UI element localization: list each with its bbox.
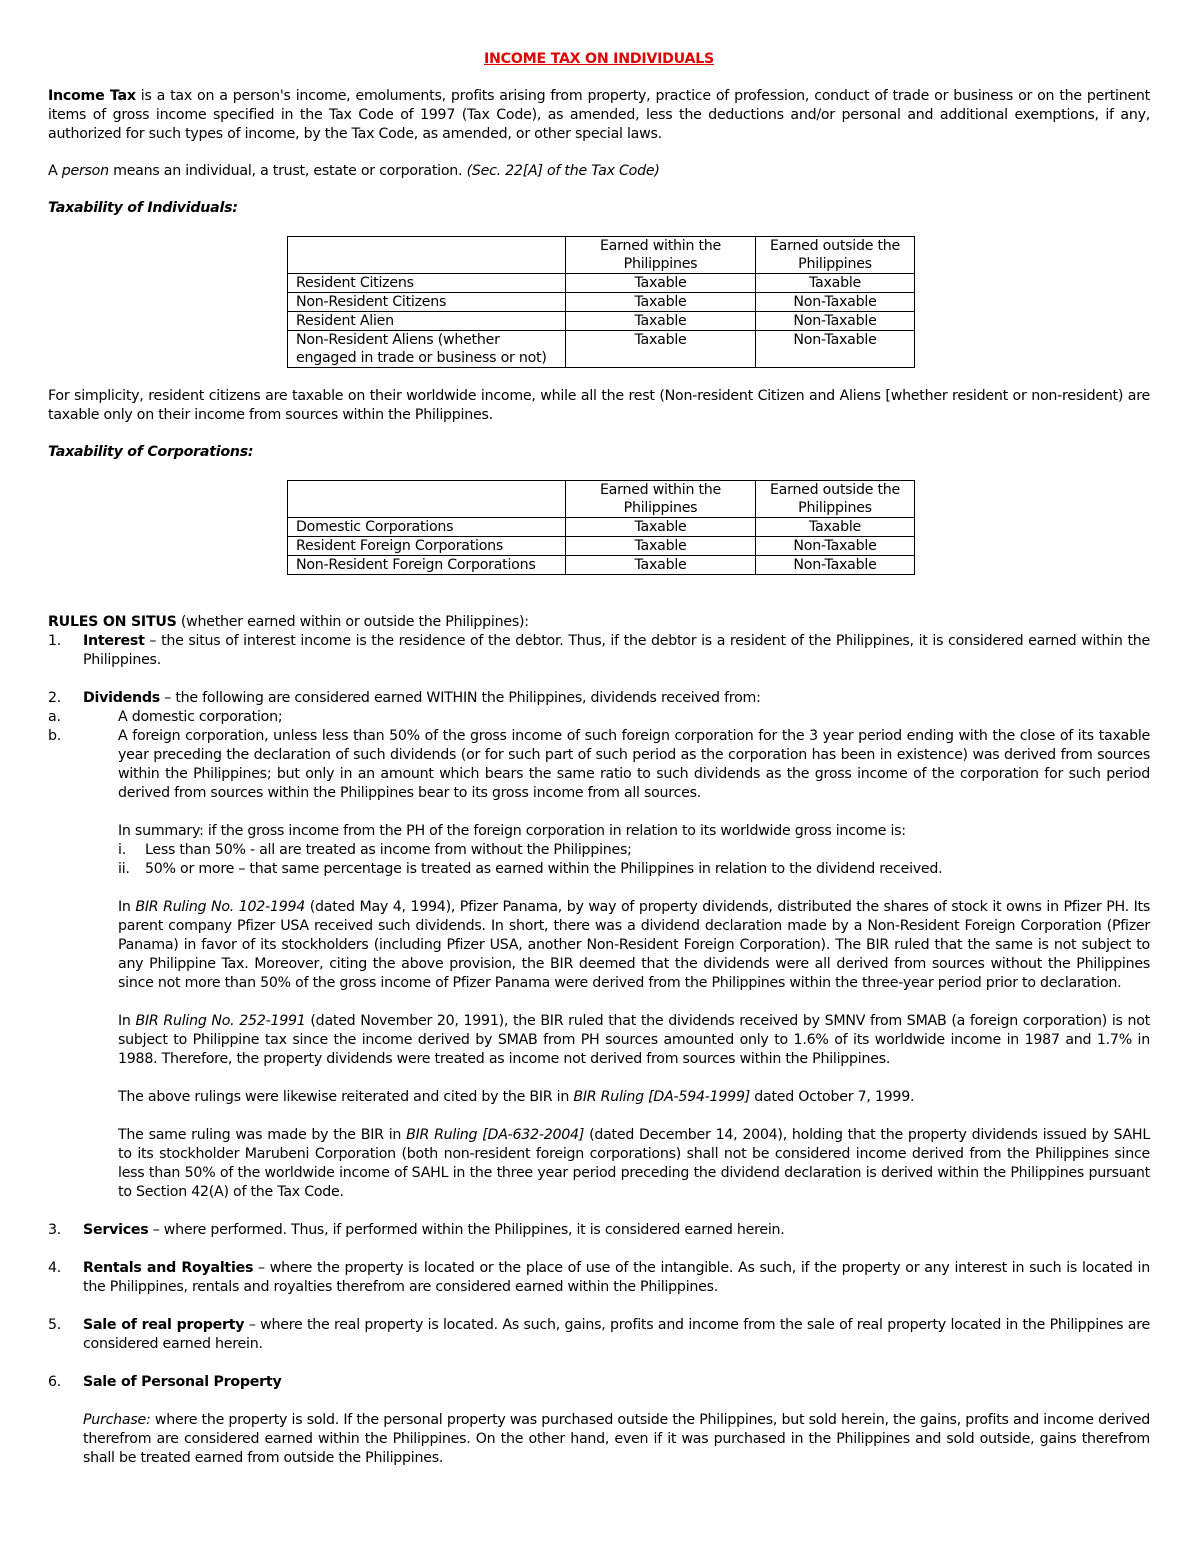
purchase-paragraph	[48, 1411, 1150, 1468]
list-item	[48, 1221, 1150, 1240]
table-cell: Non-Taxable	[756, 537, 915, 556]
table-row	[288, 556, 915, 575]
table-row	[288, 518, 915, 537]
table-header-cell: Earned within the Philippines	[566, 237, 756, 274]
person-text: means an individual, a trust, estate or corporation.	[108, 163, 467, 179]
table-cell: Domestic Corporations	[288, 518, 566, 537]
situs-heading	[48, 613, 1150, 632]
list-text: – the following are considered earned WITHIN the Philippines, dividends received from:	[159, 690, 761, 706]
table-cell: Non-Taxable	[756, 331, 915, 368]
table-cell: Non-Resident Foreign Corporations	[288, 556, 566, 575]
ruling-252-1991	[48, 1012, 1150, 1069]
table-cell: Taxable	[566, 518, 756, 537]
page-title: INCOME TAX ON INDIVIDUALS	[484, 51, 714, 67]
table-header-cell	[288, 481, 566, 518]
summary-text: 50% or more – that same percentage is treated as earned within the Philippines in relation to the dividend received.	[145, 861, 943, 877]
income-tax-definition	[48, 87, 1150, 144]
list-item	[48, 689, 1150, 708]
table-header-row	[288, 237, 915, 274]
sub-list-text: A domestic corporation;	[118, 709, 283, 725]
table-cell: Taxable	[566, 293, 756, 312]
ruling-reference: BIR Ruling [DA-632-2004]	[406, 1127, 585, 1143]
list-item	[48, 1373, 1150, 1392]
list-number: 2.	[48, 690, 62, 706]
summary-text: Less than 50% - all are treated as income from without the Philippines;	[145, 842, 632, 858]
sub-list-letter: b.	[48, 728, 62, 744]
list-text: – where the real property is located. As such, gains, profits and income from the sale of real property located in the Philippines are considered earned herein.	[83, 1317, 1150, 1352]
table-cell: Taxable	[566, 331, 756, 368]
ruling-102-1994	[48, 898, 1150, 993]
summary-intro: In summary: if the gross income from the PH of the foreign corporation in relation to its worldwide gross income is:	[118, 823, 906, 839]
summary-item	[118, 860, 1150, 879]
table-header-cell: Earned outside the Philippines	[756, 237, 915, 274]
income-tax-definition-text: is a tax on a person's income, emoluments, profits arising from property, practice of profession, conduct of trade or business or on the pertinent items of gross income specified in the Tax Code of 1997 (Tax Code), as amended, less the deductions and/or personal and additional exemptions, if any, authorized for such types of income, by the Tax Code, as amended, or other special laws.	[48, 88, 1150, 142]
ruling-text: dated October 7, 1999.	[750, 1089, 915, 1105]
ruling-text: (dated May 4, 1994), Pfizer Panama, by way of property dividends, distributed the shares of stock it owns in Pfizer PH. Its parent company Pfizer USA received such dividends. In short, there was a dividend declaration made by a Non-Resident Foreign Corporation (Pfizer Panama) in favor of its stockholders (including Pfizer USA, another Non-Resident Foreign Corporation). The BIR ruled that the same is not subject to any Philippine Tax. Moreover, citing the above provision, the BIR deemed that the dividends were all derived from sources without the Philippines since not more than 50% of the gross income of Pfizer Panama were derived from the Philippines within the three-year period prior to declaration.	[118, 899, 1151, 991]
table-row	[288, 331, 915, 368]
summary-numeral: ii.	[118, 861, 130, 877]
individuals-table	[287, 236, 915, 368]
table-row	[288, 274, 915, 293]
table-header-row	[288, 481, 915, 518]
income-tax-term: Income Tax	[48, 88, 136, 104]
ruling-reference: BIR Ruling [DA-594-1999]	[573, 1089, 751, 1105]
summary-numeral: i.	[118, 842, 126, 858]
list-number: 3.	[48, 1222, 62, 1238]
table-cell: Non-Taxable	[756, 556, 915, 575]
list-term: Sale of Personal Property	[83, 1374, 282, 1390]
table-cell: Taxable	[566, 274, 756, 293]
table-cell: Resident Alien	[288, 312, 566, 331]
situs-heading-label: RULES ON SITUS	[48, 614, 177, 630]
ruling-pre: In	[118, 899, 136, 915]
list-number: 4.	[48, 1260, 62, 1276]
table-cell: Non-Resident Aliens (whether engaged in trade or business or not)	[288, 331, 566, 368]
ruling-pre: The above rulings were likewise reiterated and cited by the BIR in	[118, 1089, 574, 1105]
individuals-heading: Taxability of Individuals:	[48, 200, 238, 216]
table-row	[288, 312, 915, 331]
summary-list	[48, 841, 1150, 879]
ruling-da-594-1999	[48, 1088, 1150, 1107]
table-header-cell	[288, 237, 566, 274]
person-definition	[48, 162, 1150, 181]
person-reference: (Sec. 22[A] of the Tax Code)	[466, 163, 660, 179]
list-text: – where performed. Thus, if performed within the Philippines, it is considered earned herein.	[148, 1222, 785, 1238]
list-number: 5.	[48, 1317, 62, 1333]
table-cell: Non-Resident Citizens	[288, 293, 566, 312]
summary-item	[118, 841, 1150, 860]
table-row	[288, 537, 915, 556]
ruling-da-632-2004	[48, 1126, 1150, 1202]
list-term: Sale of real property	[83, 1317, 245, 1333]
table-row	[288, 293, 915, 312]
list-item	[48, 632, 1150, 670]
ruling-reference: BIR Ruling No. 102-1994	[135, 899, 306, 915]
table-header-cell: Earned outside the Philippines	[756, 481, 915, 518]
table-cell: Taxable	[566, 537, 756, 556]
table-cell: Non-Taxable	[756, 293, 915, 312]
ruling-text: (dated December 14, 2004), holding that the property dividends issued by SAHL to its stockholder Marubeni Corporation (both non-resident foreign corporations) shall not be considered income derived from the Philippines since less than 50% of the worldwide income of SAHL in the three year period preceding the dividend declaration is derived within the Philippines pursuant to Section 42(A) of the Tax Code.	[118, 1127, 1150, 1200]
corporations-heading: Taxability of Corporations:	[48, 444, 254, 460]
list-item	[48, 1259, 1150, 1297]
list-term: Interest	[83, 633, 145, 649]
corporations-table	[287, 480, 915, 575]
list-term: Dividends	[83, 690, 160, 706]
list-item	[48, 1316, 1150, 1354]
list-text: – where the property is located or the place of use of the intangible. As such, if the property or any interest in such is located in the Philippines, rentals and royalties therefrom are considered earned within the Philippines.	[83, 1260, 1150, 1295]
individuals-note: For simplicity, resident citizens are taxable on their worldwide income, while all the rest (Non-resident Citizen and Aliens [whether resident or non-resident) are taxable only on their income from sources within the Philippines.	[48, 388, 1150, 423]
list-number: 6.	[48, 1374, 62, 1390]
situs-heading-note: (whether earned within or outside the Philippines):	[176, 614, 529, 630]
person-term: person	[61, 163, 109, 179]
ruling-pre: In	[118, 1013, 136, 1029]
list-term: Services	[83, 1222, 149, 1238]
table-cell: Taxable	[756, 274, 915, 293]
table-cell: Resident Foreign Corporations	[288, 537, 566, 556]
sub-list-letter: a.	[48, 709, 61, 725]
list-number: 1.	[48, 633, 62, 649]
list-term: Rentals and Royalties	[83, 1260, 254, 1276]
table-cell: Resident Citizens	[288, 274, 566, 293]
purchase-text: where the property is sold. If the personal property was purchased outside the Philippines, but sold herein, the gains, profits and income derived therefrom are considered earned within the Philippines. On the other hand, even if it was purchased in the Philippines and sold outside, gains therefrom shall be treated earned from outside the Philippines.	[83, 1412, 1150, 1466]
purchase-label: Purchase:	[83, 1412, 151, 1428]
sub-list-text: A foreign corporation, unless less than 50% of the gross income of such foreign corporation for the 3 year period ending with the close of its taxable year preceding the declaration of such dividends (or for such part of such period as the corporation has been in existence) was derived from sources within the Philippines; but only in an amount which bears the same ratio to such dividends as the gross income of the corporation for such period derived from sources within the Philippines bear to its gross income from all sources.	[118, 728, 1150, 801]
sub-list-item	[48, 708, 1150, 727]
table-cell: Non-Taxable	[756, 312, 915, 331]
ruling-pre: The same ruling was made by the BIR in	[118, 1127, 407, 1143]
table-cell: Taxable	[566, 312, 756, 331]
list-text: – the situs of interest income is the residence of the debtor. Thus, if the debtor is a resident of the Philippines, it is considered earned within the Philippines.	[83, 633, 1150, 668]
ruling-reference: BIR Ruling No. 252-1991	[135, 1013, 306, 1029]
ruling-text: (dated November 20, 1991), the BIR ruled that the dividends received by SMNV from SMAB (a foreign corporation) is not subject to Philippine tax since the income derived by SMAB from PH sources amounted only to 1.6% of its worldwide income in 1987 and 1.7% in 1988. Therefore, the property dividends were treated as income not derived from sources within the Philippines.	[118, 1013, 1150, 1067]
table-header-cell: Earned within the Philippines	[566, 481, 756, 518]
table-cell: Taxable	[756, 518, 915, 537]
person-prefix: A	[48, 163, 62, 179]
sub-list-item	[48, 727, 1150, 803]
table-cell: Taxable	[566, 556, 756, 575]
